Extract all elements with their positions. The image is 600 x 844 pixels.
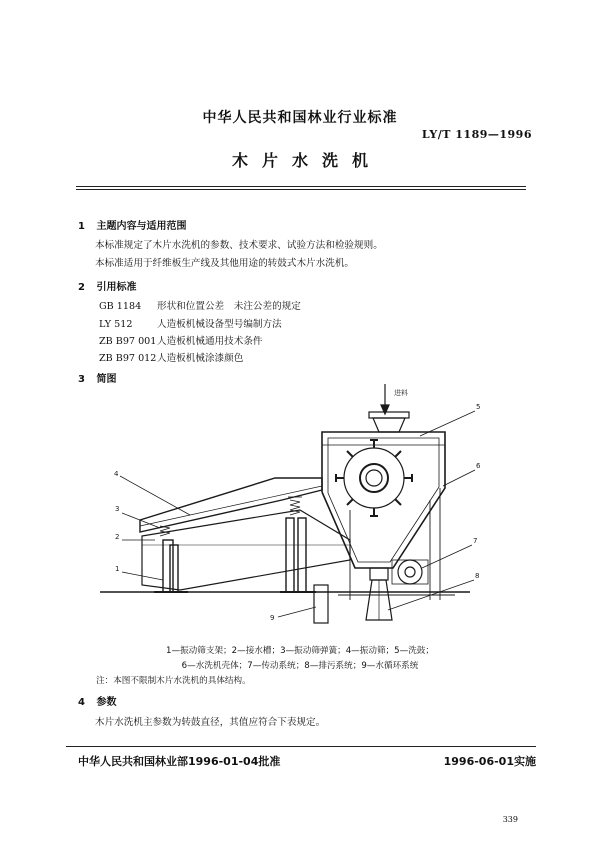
callout-9: 9 (270, 614, 275, 622)
washer-housing (322, 432, 445, 568)
reference-code: GB 1184 (99, 301, 142, 312)
feed-label-char-1: 进料 (394, 389, 408, 397)
callout-3: 3 (115, 505, 120, 513)
reference-code: ZB B97 001 (99, 336, 157, 347)
effective-date: 1996-06-01实施 (443, 755, 536, 768)
section-number: 4 (78, 697, 85, 708)
drive-system (392, 560, 428, 584)
screen-spring-right (288, 497, 302, 515)
vibrating-screen (140, 478, 322, 532)
reference-title: 人造板机械涂漆颜色 (157, 353, 244, 364)
page-number: 339 (502, 815, 518, 824)
section-number: 1 (78, 221, 85, 232)
reference-title: 人造板机械通用技术条件 (157, 336, 263, 347)
callout-6: 6 (476, 462, 481, 470)
footer-rule (66, 746, 536, 747)
water-circulation-system (314, 585, 328, 623)
section-1-paragraph-1: 本标准规定了木片水洗机的参数、技术要求、试验方法和检验规则。 (95, 240, 383, 251)
callout-2: 2 (115, 533, 120, 541)
issuing-organization: 中华人民共和国林业行业标准 (202, 110, 398, 126)
housing-lower-frame (338, 488, 455, 600)
section-number: 3 (78, 374, 85, 385)
callout-8: 8 (475, 572, 480, 580)
screen-support-right (280, 518, 316, 592)
section-title: 参数 (96, 697, 117, 708)
callout-4: 4 (114, 470, 119, 478)
discharge-system (366, 568, 392, 620)
figure-note: 注：本图不限制木片水洗机的具体结构。 (96, 676, 251, 686)
feed-hopper (369, 412, 409, 432)
feed-arrow (381, 384, 389, 414)
section-1-paragraph-2: 本标准适用于纤维板生产线及其他用途的转鼓式木片水洗机。 (95, 258, 355, 269)
section-title: 引用标准 (96, 282, 137, 293)
figure-legend-line-2: 6—水洗机壳体；7—传动系统；8—排污系统；9—水循环系统 (181, 661, 419, 671)
screen-support-left (154, 540, 188, 592)
callout-1: 1 (115, 565, 120, 573)
section-title: 简图 (96, 374, 117, 385)
document-title: 木片水洗机 (231, 151, 382, 170)
figure-legend-line-1: 1—振动筛支架；2—接水槽；3—振动筛弹簧；4—振动筛；5—洗鼓； (166, 646, 434, 656)
section-4-heading (78, 693, 116, 708)
wash-drum (336, 440, 412, 516)
reference-title: 人造板机械设备型号编制方法 (157, 319, 282, 330)
section-4-paragraph-1: 木片水洗机主参数为转鼓直径，其值应符合下表规定。 (95, 717, 326, 728)
reference-title: 形状和位置公差 未注公差的规定 (157, 301, 301, 312)
callout-5: 5 (476, 403, 481, 411)
callout-7: 7 (473, 537, 478, 545)
reference-code: LY 512 (99, 319, 133, 330)
section-title: 主题内容与适用范围 (96, 221, 187, 232)
standard-code: LY/T 1189—1996 (421, 128, 532, 141)
reference-code: ZB B97 012 (99, 353, 157, 364)
approval-statement: 中华人民共和国林业部1996-01-04批准 (78, 755, 281, 768)
section-number: 2 (78, 282, 85, 293)
